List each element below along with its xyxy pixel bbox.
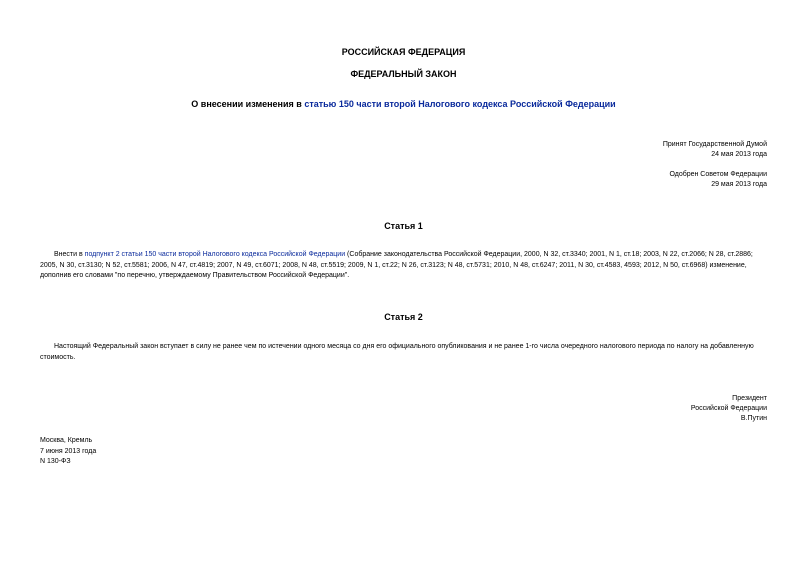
council-line1: Одобрен Советом Федерации: [669, 171, 767, 178]
article1-link[interactable]: подпункт 2 статьи 150 части второй Налогового кодекса Российской Федерации: [84, 251, 346, 258]
signature-line2: Российской Федерации: [690, 405, 767, 412]
place-line1: Москва, Кремль: [40, 437, 93, 444]
country-heading: РОССИЙСКАЯ ФЕДЕРАЦИЯ: [341, 47, 466, 57]
council-line2: 29 мая 2013 года: [711, 181, 767, 188]
article1-heading: Статья 1: [384, 221, 423, 231]
duma-line2: 24 мая 2013 года: [711, 151, 767, 158]
law-type-heading: ФЕДЕРАЛЬНЫЙ ЗАКОН: [350, 69, 457, 79]
duma-line1: Принят Государственной Думой: [662, 141, 767, 148]
place-date-block: [40, 436, 96, 468]
law-title-link[interactable]: статью 150 части второй Налогового кодекса Российской Федерации: [304, 99, 616, 109]
place-line2: 7 июня 2013 года: [40, 447, 97, 455]
adoption-duma: [663, 140, 767, 160]
article2-text: Настоящий Федеральный закон вступает в силу не ранее чем по истечении одного месяца со дня его официального опубликования и не ранее 1-го числа очередного налогового периода по налогу на добавленную стоимость.: [40, 343, 754, 361]
signature-line3: В.Путин: [740, 415, 767, 422]
article2-heading: Статья 2: [384, 312, 423, 322]
law-title-prefix: О внесении изменения в: [191, 99, 305, 109]
article1-text-rest: (Собрание законодательства Российской Федерации, 2000, N 32, ст.3340; 2001, N 1, ст.18; 2003, N 22, ст.2066; N 28, ст.2886; 2005, N 30, ст.3130; N 52, ст.5581; 2006, N 47, ст.4819; 2007, N 49, ст.6071; 2008, N 48, ст.5519; 2009, N 1, ст.22; N 26, ст.3123; N 48, ст.5731; 2010, N 48, ст.6247; 2011, N 30, ст.4583, 4593; 2012, N 50, ст.6968) изменение, дополнив его словами "по перечню, утверждаемому Правительством Российской Федерации".: [40, 251, 753, 279]
article1-text-prefix: Внести в: [54, 251, 85, 258]
place-line3: N 130-ФЗ: [40, 458, 71, 465]
signature-block: [691, 394, 767, 424]
adoption-council: [669, 170, 767, 190]
law-title: [0, 99, 807, 109]
signature-line1: Президент: [732, 395, 767, 402]
article1-text: [40, 250, 767, 282]
